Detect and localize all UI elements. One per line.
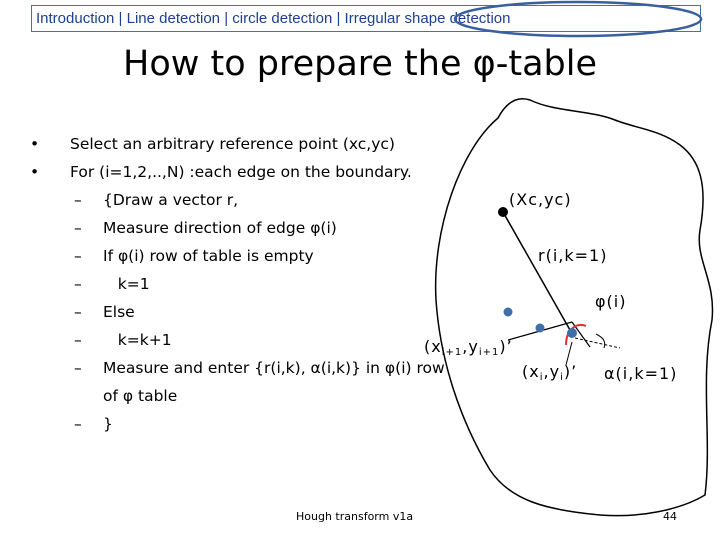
- boundary-point: [504, 308, 513, 317]
- bullet-mark: •: [30, 135, 40, 153]
- sub-bullet-text: {Draw a vector r,: [103, 191, 239, 209]
- phi-label: φ(i): [595, 292, 627, 311]
- footer-title: Hough transform v1a: [296, 510, 414, 523]
- nav-highlight-ellipse: [455, 2, 701, 36]
- dash-mark: –: [74, 219, 82, 237]
- boundary-point-current: [567, 328, 577, 338]
- vector-r-line: [503, 212, 570, 330]
- sub-bullet-text: of φ table: [103, 387, 178, 405]
- sub-bullet-text: Measure and enter {r(i,k), α(i,k)} in φ(i) row: [103, 359, 445, 377]
- irregular-shape-boundary: [436, 99, 713, 516]
- reference-point-label: (Xc,yc): [509, 190, 572, 209]
- boundary-point: [536, 324, 545, 333]
- nav-text: Introduction | Line detection | circle detection | Irregular shape detection: [36, 10, 511, 27]
- dash-mark: –: [74, 331, 82, 349]
- dash-mark: –: [74, 191, 82, 209]
- sub-bullet-text: Else: [103, 303, 135, 321]
- next-point-label: $(x_{i+1},y_{i+1})$’: [424, 337, 513, 358]
- vector-r-label: r(i,k=1): [538, 246, 608, 265]
- alpha-reference-line: [575, 338, 620, 348]
- alpha-angle-arc: [596, 334, 605, 348]
- bullet-text: For (i=1,2,..,N) :each edge on the boundary.: [70, 163, 412, 181]
- reference-point: [498, 207, 508, 217]
- dash-mark: –: [74, 247, 82, 265]
- sub-bullet-text: k=k+1: [103, 331, 172, 349]
- sub-bullet-text: If φ(i) row of table is empty: [103, 247, 314, 265]
- bullet-mark: •: [30, 163, 40, 181]
- dash-mark: –: [74, 303, 82, 321]
- sub-bullet-text: }: [103, 415, 113, 433]
- dash-mark: –: [74, 359, 82, 377]
- page-number: 44: [663, 510, 677, 523]
- bullet-text: Select an arbitrary reference point (xc,yc): [70, 135, 395, 153]
- slide-title: How to prepare the φ-table: [123, 44, 597, 84]
- sub-bullet-text: Measure direction of edge φ(i): [103, 219, 337, 237]
- alpha-label: α(i,k=1): [604, 364, 678, 383]
- point-label: $(x_i,y_i)$’: [522, 362, 578, 383]
- sub-bullet-text: k=1: [103, 275, 150, 293]
- dash-mark: –: [74, 415, 82, 433]
- dash-mark: –: [74, 275, 82, 293]
